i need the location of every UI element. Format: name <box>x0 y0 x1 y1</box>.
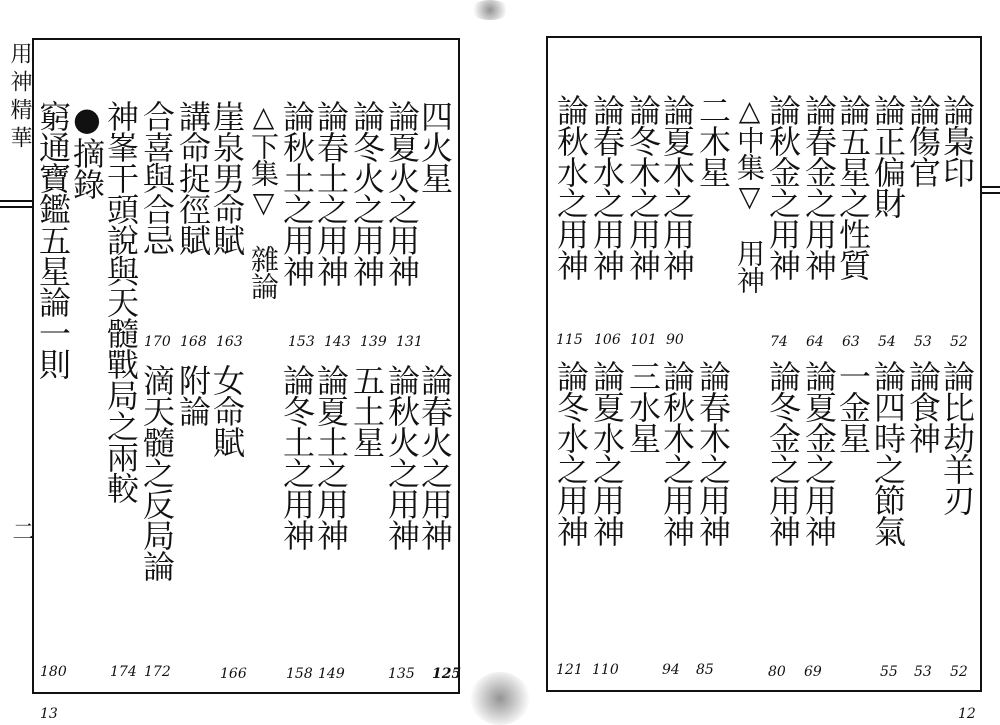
toc-entry: 窮通寶鑑五星論一則 <box>34 100 72 379</box>
right-side-rule-top <box>982 186 1000 188</box>
folio-number: 12 <box>958 706 976 722</box>
page-number-ref: 85 <box>696 662 714 678</box>
right-side-rule-bottom <box>982 192 1000 194</box>
toc-entry: 論夏金之用神 <box>800 360 838 546</box>
toc-entry: 論五星之性質 <box>834 94 872 280</box>
toc-entry: 論四時之節氣 <box>869 360 907 546</box>
toc-entry: 講命捉徑賦 <box>174 100 212 255</box>
toc-entry: 論春金之用神 <box>800 94 838 280</box>
page-number-ref: 139 <box>360 334 387 350</box>
page-number-ref: 69 <box>804 664 822 680</box>
toc-entry: 論秋火之用神 <box>383 364 421 550</box>
page-number-ref: 54 <box>878 334 896 350</box>
page-number-ref: 53 <box>914 664 932 680</box>
page-number-ref: 131 <box>396 334 423 350</box>
page-number-ref: 153 <box>288 334 315 350</box>
toc-entry: 崖泉男命賦 <box>208 100 246 255</box>
page-number-ref: 106 <box>594 332 621 348</box>
page-number-ref: 121 <box>556 662 583 678</box>
toc-entry: 論春土之用神 <box>312 100 350 286</box>
toc-entry: 神峯干頭說與天髓戰局之兩較 <box>102 100 140 503</box>
section-heading: 附論 <box>174 364 212 426</box>
section-heading: 三水星 <box>624 360 662 453</box>
section-heading: 一金星 <box>834 360 872 453</box>
toc-entry: 滴天髓之反局論 <box>138 364 176 581</box>
toc-entry: 論傷官 <box>904 94 942 187</box>
page-number-ref: 101 <box>630 332 657 348</box>
section-heading: 四火星 <box>416 100 454 193</box>
page-number-ref: 125 <box>432 666 462 682</box>
section-heading: 二木星 <box>694 94 732 187</box>
toc-entry: 論秋木之用神 <box>658 360 696 546</box>
side-title: 用神精華 <box>7 42 32 154</box>
toc-entry: 論秋土之用神 <box>278 100 316 286</box>
page-number-ref: 52 <box>950 664 968 680</box>
toc-entry: 論春水之用神 <box>588 94 626 280</box>
toc-entry: 論秋金之用神 <box>764 94 802 280</box>
toc-entry: 論春火之用神 <box>416 364 454 550</box>
page-number-ref: 170 <box>144 334 171 350</box>
side-mark: 二 <box>9 520 34 548</box>
page-number-ref: 166 <box>220 666 247 682</box>
toc-entry: 論秋水之用神 <box>552 94 590 280</box>
page-number-ref: 53 <box>914 334 932 350</box>
section-heading: 五土星 <box>348 364 386 457</box>
toc-entry: 論春木之用神 <box>694 360 732 546</box>
toc-entry: 論夏木之用神 <box>658 94 696 280</box>
page-number-ref: 64 <box>806 334 824 350</box>
toc-entry: 論比劫羊刃 <box>938 360 976 515</box>
page-number-ref: 149 <box>318 666 345 682</box>
toc-entry: 論冬木之用神 <box>624 94 662 280</box>
toc-entry: 論冬金之用神 <box>764 360 802 546</box>
toc-entry: 論梟印 <box>938 94 976 187</box>
toc-entry: 論夏土之用神 <box>312 364 350 550</box>
page-number-ref: 168 <box>180 334 207 350</box>
page-number-ref: 94 <box>662 662 680 678</box>
left-page <box>0 0 470 725</box>
page-number-ref: 163 <box>216 334 243 350</box>
page-number-ref: 63 <box>842 334 860 350</box>
left-side-rule-bottom <box>0 206 32 208</box>
toc-entry: 論夏火之用神 <box>383 100 421 286</box>
page-number-ref: 158 <box>286 666 313 682</box>
page-number-ref: 52 <box>950 334 968 350</box>
page-number-ref: 55 <box>880 664 898 680</box>
page-number-ref: 174 <box>110 664 137 680</box>
page-number-ref: 90 <box>666 332 684 348</box>
page-number-ref: 74 <box>770 334 788 350</box>
page-number-ref: 80 <box>768 664 786 680</box>
page-number-ref: 135 <box>388 666 415 682</box>
toc-entry: 論食神 <box>904 360 942 453</box>
page-number-ref: 172 <box>144 664 171 680</box>
toc-entry: 論夏水之用神 <box>588 360 626 546</box>
page-number-ref: 143 <box>324 334 351 350</box>
scan-smudge <box>470 672 530 725</box>
toc-entry: 論正偏財 <box>869 94 907 218</box>
toc-entry: 合喜與合忌 <box>138 100 176 255</box>
folio-number: 13 <box>40 706 58 722</box>
section-heading: △中集▽ 用神 <box>733 94 766 293</box>
toc-entry: 論冬火之用神 <box>348 100 386 286</box>
scan-smudge <box>470 0 510 20</box>
page-number-ref: 110 <box>592 662 619 678</box>
page-number-ref: 180 <box>40 664 67 680</box>
toc-entry: 女命賦 <box>208 364 246 457</box>
right-page <box>540 0 1000 725</box>
toc-entry: 論冬水之用神 <box>552 360 590 546</box>
section-heading: ●摘錄 <box>68 100 106 199</box>
toc-entry: 論冬土之用神 <box>278 364 316 550</box>
section-heading: △下集▽ 雜論 <box>247 100 280 299</box>
page-number-ref: 115 <box>556 332 583 348</box>
right-margin-rule <box>980 36 982 692</box>
left-side-rule-top <box>0 200 32 202</box>
